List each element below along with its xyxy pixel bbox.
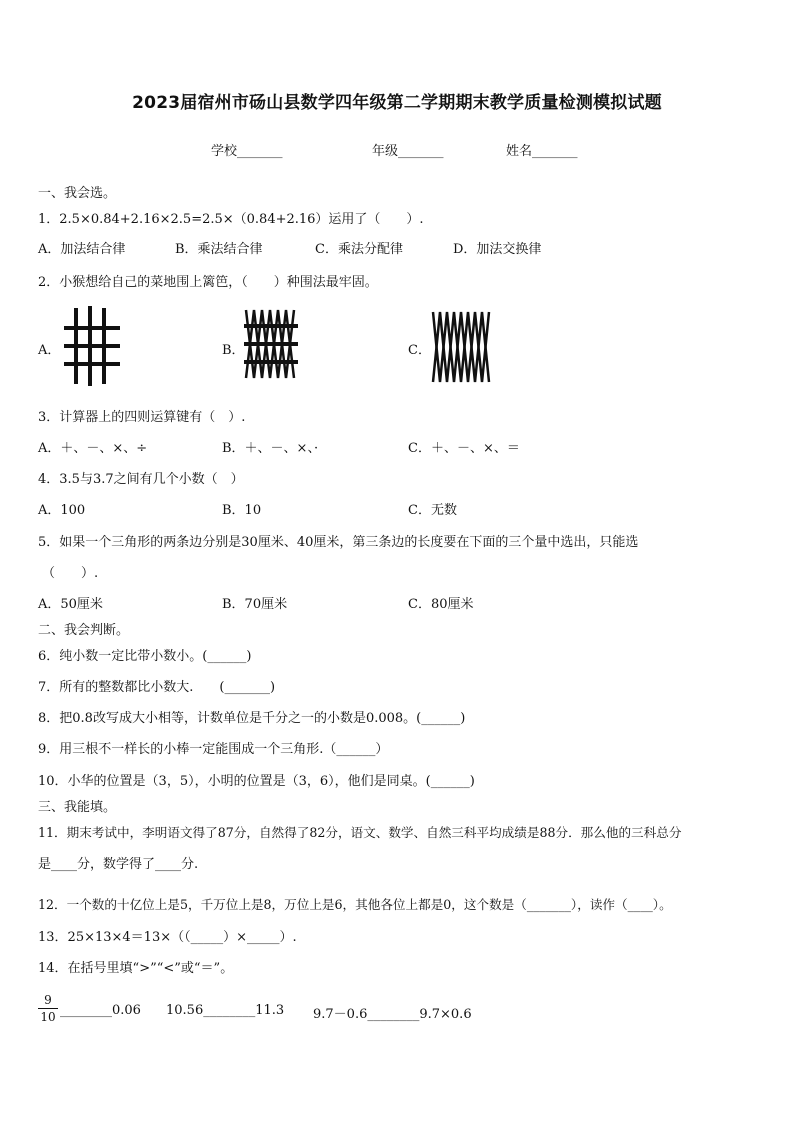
section1-heading: 一、我会选。 (38, 186, 117, 201)
fraction-denominator: 10 (40, 1010, 56, 1024)
section2-heading: 二、我会判断。 (38, 623, 130, 638)
q5-option-b: B．70厘米 (222, 597, 288, 612)
q1-option-c: C．乘法分配律 (315, 242, 403, 257)
q2-option-c: C． (408, 343, 431, 358)
fence-cross-image (244, 308, 298, 380)
q2-option-b: B． (222, 343, 245, 358)
q1-option-d: D．加法交换律 (453, 242, 542, 257)
q2-option-a: A． (38, 343, 61, 358)
section3-heading: 三、我能填。 (38, 800, 117, 815)
q4-option-b: B．10 (222, 503, 262, 518)
page-title: 2023届宿州市砀山县数学四年级第二学期期末教学质量检测模拟试题 (132, 93, 662, 113)
q14-item-1: ________0.06 (60, 1003, 141, 1018)
q3-text: 3．计算器上的四则运算键有（ ）. (38, 410, 246, 425)
q11-text-cont: 是____分，数学得了____分. (38, 857, 199, 872)
q8-text: 8．把0.8改写成大小相等，计数单位是千分之一的小数是0.008。(______) (38, 711, 466, 726)
q6-text: 6．纯小数一定比带小数小。(______) (38, 649, 252, 664)
q1-option-a: A．加法结合律 (38, 242, 126, 257)
q3-option-a: A．＋、－、×、÷ (38, 441, 148, 456)
fraction-nine-tenths (38, 993, 58, 1024)
q13-text: 13．25×13×4＝13×（（_____）×_____）. (38, 930, 297, 945)
q2-text: 2．小猴想给自己的菜地围上篱笆，（ ）种围法最牢固。 (38, 275, 378, 290)
q5-text: 5．如果一个三角形的两条边分别是30厘米、40厘米，第三条边的长度要在下面的三个量中选出，只能选 (38, 535, 639, 550)
q4-text: 4．3.5与3.7之间有几个小数（ ） (38, 472, 244, 487)
school-field: 学校_______ (211, 144, 283, 159)
q9-text: 9．用三根不一样长的小棒一定能围成一个三角形.（______） (38, 742, 389, 757)
grade-field: 年级_______ (372, 144, 444, 159)
fence-zigzag-image (431, 310, 491, 384)
q14-item-3: 9.7－0.6________9.7×0.6 (313, 1007, 472, 1022)
q4-option-c: C．无数 (408, 503, 457, 518)
q1-text: 1．2.5×0.84+2.16×2.5=2.5×（0.84+2.16）运用了（ ）. (38, 212, 424, 227)
fence-grid-image (62, 306, 122, 386)
fraction-numerator: 9 (44, 993, 52, 1007)
q5-text-cont: （ ）. (42, 566, 99, 581)
q11-text: 11．期末考试中，李明语文得了87分，自然得了82分，语文、数学、自然三科平均成绩是88分．那么他的三科总分 (38, 825, 682, 840)
q10-text: 10．小华的位置是（3，5），小明的位置是（3，6），他们是同桌。(______) (38, 774, 475, 789)
name-field: 姓名_______ (506, 144, 578, 159)
q5-option-c: C．80厘米 (408, 597, 474, 612)
q1-option-b: B．乘法结合律 (175, 242, 263, 257)
q3-option-c: C．＋、－、×、＝ (408, 441, 520, 456)
q7-text: 7．所有的整数都比小数大. (_______) (38, 680, 276, 695)
q4-option-a: A．100 (38, 503, 86, 518)
q14-item-2: 10.56________11.3 (166, 1003, 285, 1018)
q5-option-a: A．50厘米 (38, 597, 103, 612)
q14-text: 14．在括号里填“>”“<”或“＝”。 (38, 961, 234, 976)
fraction-bar (38, 1008, 58, 1009)
q12-text: 12．一个数的十亿位上是5，千万位上是8，万位上是6，其他各位上都是0，这个数是（_______），读作（____）。 (38, 897, 672, 912)
q3-option-b: B．＋、－、×、· (222, 441, 319, 456)
